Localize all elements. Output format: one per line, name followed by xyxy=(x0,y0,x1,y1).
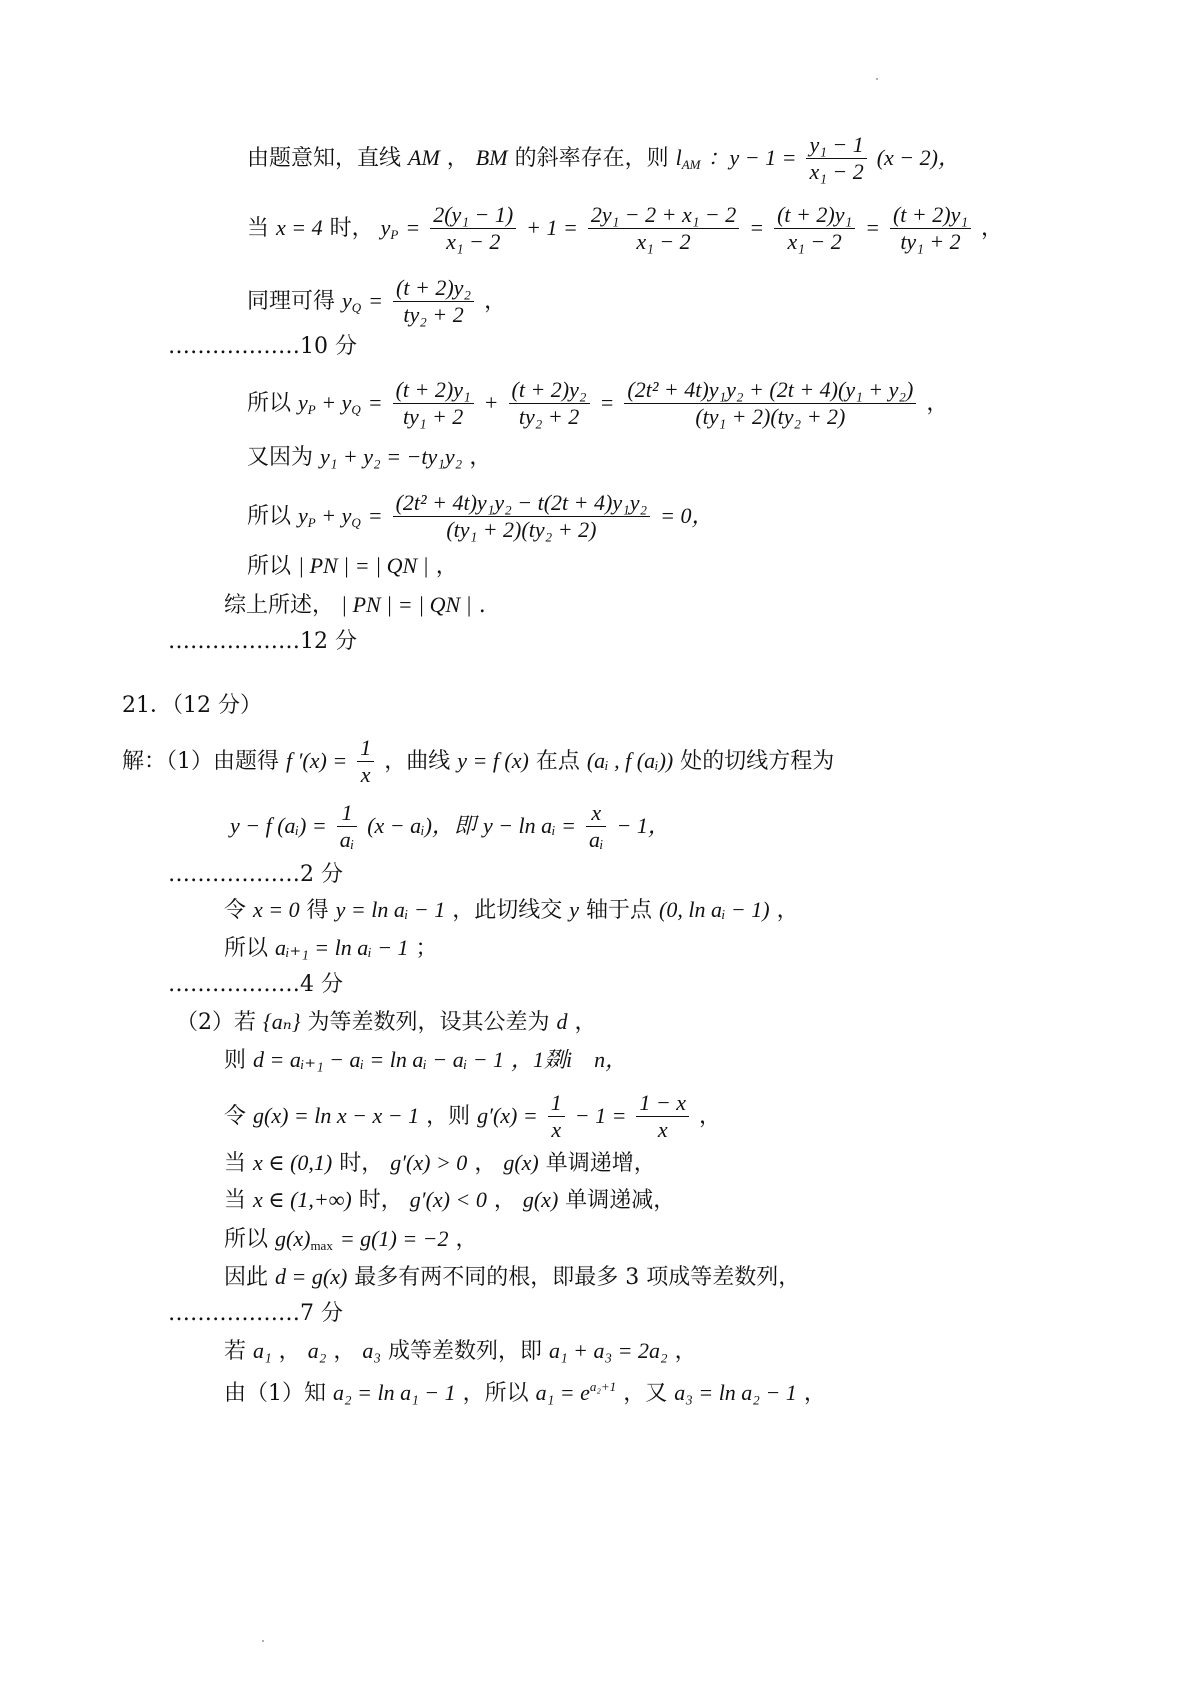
math: g′(x) > 0 xyxy=(390,1150,468,1175)
text: 为等差数列，设其公差为 xyxy=(307,1010,550,1035)
score-12: ………………12 分 xyxy=(168,629,357,654)
line-sum-zero xyxy=(247,490,714,544)
text: . xyxy=(478,593,486,618)
text: ，则 xyxy=(426,1103,471,1129)
text: 令 xyxy=(224,1103,247,1129)
math: + xyxy=(483,389,499,415)
question-21-heading: 21．（12 分） xyxy=(122,693,262,718)
math: a₃ xyxy=(362,1338,382,1363)
numerator: 1 − x xyxy=(636,1090,689,1117)
math: x ∈ (1,+∞) xyxy=(253,1187,352,1212)
math: y = f (x) xyxy=(457,747,529,773)
math-yp-plus-yq: $y_P + y_Q$ xyxy=(298,502,361,530)
math: = 0， xyxy=(660,502,714,528)
fraction xyxy=(430,202,516,256)
numerator: (t + 2)y₂ xyxy=(393,275,474,302)
score-7: ………………7 分 xyxy=(168,1301,343,1326)
line-increasing xyxy=(224,1152,656,1175)
math: = xyxy=(749,214,765,240)
line-derivative xyxy=(122,735,834,789)
text: ， xyxy=(926,390,949,416)
numerator: (2t² + 4t)y₁y₂ + (2t + 4)(y₁ + y₂) xyxy=(624,377,916,404)
math: y − ln aᵢ = xyxy=(482,812,576,838)
numerator: (2t² + 4t)y₁y₂ − t(2t + 4)y₁y₂ xyxy=(393,490,651,517)
denominator: aᵢ xyxy=(339,827,355,853)
score-2: ………………2 分 xyxy=(168,862,343,887)
fraction xyxy=(890,202,971,256)
text: 的斜率存在，则 xyxy=(514,145,669,171)
line-yp xyxy=(247,202,1003,256)
text: ， xyxy=(278,1339,301,1364)
math: (x − aᵢ)，即 xyxy=(367,812,476,838)
line-max xyxy=(224,1228,478,1252)
text: ，曲线 xyxy=(384,748,451,774)
text: 当 xyxy=(224,1151,247,1176)
text: ， xyxy=(574,1010,597,1035)
line-common-difference xyxy=(224,1049,627,1072)
math: | PN | = | QN | xyxy=(298,553,429,578)
text: 成等差数列，即 xyxy=(388,1339,543,1364)
text: 处的切线方程为 xyxy=(680,748,835,774)
text: ， xyxy=(493,1188,516,1213)
math: (0, ln aᵢ − 1) xyxy=(659,897,770,922)
denominator: x₁ − 2 xyxy=(809,159,864,185)
text: ， xyxy=(776,898,799,923)
denominator: x₁ − 2 xyxy=(446,229,501,255)
line-conclusion xyxy=(224,594,486,617)
line-g-define xyxy=(224,1090,721,1144)
math: y xyxy=(569,897,579,922)
math: g′(x) < 0 xyxy=(409,1187,487,1212)
score-10: ………………10 分 xyxy=(168,334,357,359)
line-sum-yp-yq xyxy=(247,377,948,431)
text: 由（1）知 xyxy=(224,1381,326,1406)
fraction xyxy=(357,735,374,789)
line-recurrence xyxy=(224,937,438,960)
fraction xyxy=(337,800,357,854)
text: 综上所述， xyxy=(224,593,335,618)
score-4: ………………4 分 xyxy=(168,972,343,997)
text: 当 xyxy=(224,1188,247,1213)
math: (aᵢ , f (aᵢ)) xyxy=(586,747,674,773)
line-decreasing xyxy=(224,1189,675,1212)
math: = xyxy=(367,389,383,415)
numerator: 1 xyxy=(548,1090,565,1117)
math: a₂ xyxy=(307,1338,327,1363)
numerator: (t + 2)y₁ xyxy=(393,377,474,404)
line-from-part1 xyxy=(224,1380,826,1405)
text: ，此切线交 xyxy=(452,898,563,923)
math: y − f (aᵢ) = xyxy=(230,812,327,838)
math-yp-plus-yq: $y_P + y_Q$ xyxy=(298,389,361,417)
text: ，又 xyxy=(623,1381,668,1406)
math: a₁ + a₃ = 2a₂ xyxy=(549,1338,668,1363)
text: ， xyxy=(803,1381,826,1406)
numerator: y₁ − 1 xyxy=(806,132,866,159)
numerator: x xyxy=(586,800,606,827)
text: ， xyxy=(446,145,469,171)
math: x = 0 xyxy=(253,897,300,922)
text: 在点 xyxy=(535,748,580,774)
math-bm: BM xyxy=(475,144,508,170)
math: + 1 = xyxy=(526,214,578,240)
math: = xyxy=(368,287,384,313)
subscript-max: max xyxy=(310,1238,333,1253)
math: a₂ = ln a₁ − 1 xyxy=(333,1380,456,1405)
math-yq: $y_Q$ xyxy=(342,287,362,315)
text: 所以 xyxy=(224,936,269,961)
math: = xyxy=(367,502,383,528)
math: g(x) xyxy=(275,1226,311,1251)
denominator: aᵢ xyxy=(589,827,604,853)
numerator: (t + 2)y₁ xyxy=(890,202,971,229)
math: f ′(x) = xyxy=(286,747,348,773)
fraction xyxy=(586,800,606,854)
math: = xyxy=(599,389,615,415)
denominator: x₁ − 2 xyxy=(787,229,842,255)
fraction xyxy=(588,202,739,256)
line-roots xyxy=(224,1266,800,1289)
text: ； xyxy=(415,936,438,961)
numerator: 2y₁ − 2 + x₁ − 2 xyxy=(588,202,739,229)
text: 时， xyxy=(329,215,374,241)
text: 同理可得 xyxy=(247,288,336,314)
denominator: ty₁ + 2 xyxy=(900,229,961,255)
math: ：y − 1 = xyxy=(707,144,797,170)
math: g(x) xyxy=(503,1150,539,1175)
denominator: (ty₁ + 2)(ty₂ + 2) xyxy=(695,404,846,430)
math: − 1 = xyxy=(574,1102,627,1128)
text: 得 xyxy=(306,898,329,923)
fraction xyxy=(393,490,651,544)
scan-speck xyxy=(876,78,878,80)
math: a₃ = ln a₂ − 1 xyxy=(674,1380,797,1405)
fraction xyxy=(624,377,916,431)
text: 单调递增， xyxy=(545,1151,656,1176)
math: d xyxy=(556,1009,568,1034)
math: ，1剟i n， xyxy=(511,1047,628,1072)
denominator: ty₁ + 2 xyxy=(402,404,464,430)
line-tangent xyxy=(230,800,670,854)
math: g(x) = ln x − x − 1 xyxy=(253,1102,420,1128)
denominator: ty₂ + 2 xyxy=(518,404,580,430)
text: 由题意知，直线 xyxy=(247,145,402,171)
math: a₁ = e xyxy=(535,1380,590,1405)
math: {aₙ} xyxy=(263,1009,301,1034)
text: ， xyxy=(469,445,492,470)
text: 若 xyxy=(224,1339,247,1364)
text: ， xyxy=(435,554,458,579)
math: y₁ + y₂ = −ty₁y₂ xyxy=(320,444,463,469)
text: 轴于点 xyxy=(586,898,653,923)
fraction xyxy=(806,132,866,186)
math: x ∈ (0,1) xyxy=(253,1150,333,1175)
fraction xyxy=(636,1090,689,1144)
text: 所以 xyxy=(247,554,292,579)
numerator: 1 xyxy=(337,800,357,827)
math: = xyxy=(405,214,421,240)
line-yq xyxy=(247,275,506,329)
denominator: x xyxy=(657,1117,668,1143)
text: ， xyxy=(484,288,507,314)
text: 所以 xyxy=(224,1227,269,1252)
math-l-am: $l_{AM}$ xyxy=(675,144,701,172)
denominator: x xyxy=(551,1117,562,1143)
text: ， xyxy=(981,215,1004,241)
text: ，所以 xyxy=(462,1381,529,1406)
math: (x − 2)， xyxy=(876,144,960,170)
math-yp: $y_P$ xyxy=(380,214,399,242)
text: 则 xyxy=(224,1048,247,1073)
scan-speck xyxy=(262,1640,264,1642)
math: | PN | = | QN | xyxy=(341,592,472,617)
math-am: AM xyxy=(408,144,440,170)
math: g′(x) = xyxy=(477,1102,538,1128)
math: d = g(x) xyxy=(275,1264,348,1289)
denominator: x₁ − 2 xyxy=(636,229,691,255)
text: 当 xyxy=(247,215,270,241)
text: 解：（1）由题得 xyxy=(122,748,279,774)
numerator: 1 xyxy=(357,735,374,762)
text: 因此 xyxy=(224,1265,269,1290)
denominator: ty₂ + 2 xyxy=(403,302,464,328)
math: = xyxy=(865,214,880,240)
text: 又因为 xyxy=(247,445,314,470)
math: y = ln aᵢ − 1 xyxy=(335,897,446,922)
math: g(x) xyxy=(522,1187,559,1212)
text: 最多有两不同的根，即最多 3 项成等差数列， xyxy=(354,1265,801,1290)
fraction xyxy=(548,1090,565,1144)
denominator: x xyxy=(360,762,371,788)
fraction xyxy=(509,377,590,431)
math: a₁ xyxy=(253,1338,272,1363)
line-three-terms xyxy=(224,1340,697,1363)
line-because xyxy=(247,446,491,469)
text: ， xyxy=(474,1151,497,1176)
text: ， xyxy=(333,1339,356,1364)
line-pn-qn xyxy=(247,555,458,578)
text: 时， xyxy=(339,1151,384,1176)
fraction xyxy=(774,202,855,256)
numerator: (t + 2)y₁ xyxy=(774,202,855,229)
math: = g(1) = −2 xyxy=(339,1226,449,1251)
text: 所以 xyxy=(247,390,292,416)
fraction xyxy=(393,377,474,431)
numerator: (t + 2)y₂ xyxy=(509,377,590,404)
text: （2）若 xyxy=(176,1010,256,1035)
text: 时， xyxy=(358,1188,403,1213)
text: ， xyxy=(674,1339,697,1364)
text: ， xyxy=(455,1227,478,1252)
exponent: a₂+1 xyxy=(589,1379,617,1394)
numerator: 2(y₁ − 1) xyxy=(430,202,516,229)
text: 所以 xyxy=(247,503,292,529)
text: 单调递减， xyxy=(565,1188,676,1213)
line-slope-statement xyxy=(247,132,960,186)
line-part2 xyxy=(176,1011,597,1034)
math: − 1， xyxy=(616,812,670,838)
text: 令 xyxy=(224,898,247,923)
math: aᵢ₊₁ = ln aᵢ − 1 xyxy=(275,935,409,960)
fraction xyxy=(393,275,474,329)
line-intercept xyxy=(224,899,799,922)
math: d = aᵢ₊₁ − aᵢ = ln aᵢ − aᵢ − 1 xyxy=(253,1047,505,1072)
math: x = 4 xyxy=(276,214,323,240)
denominator: (ty₁ + 2)(ty₂ + 2) xyxy=(446,517,597,543)
text: ， xyxy=(699,1103,722,1129)
